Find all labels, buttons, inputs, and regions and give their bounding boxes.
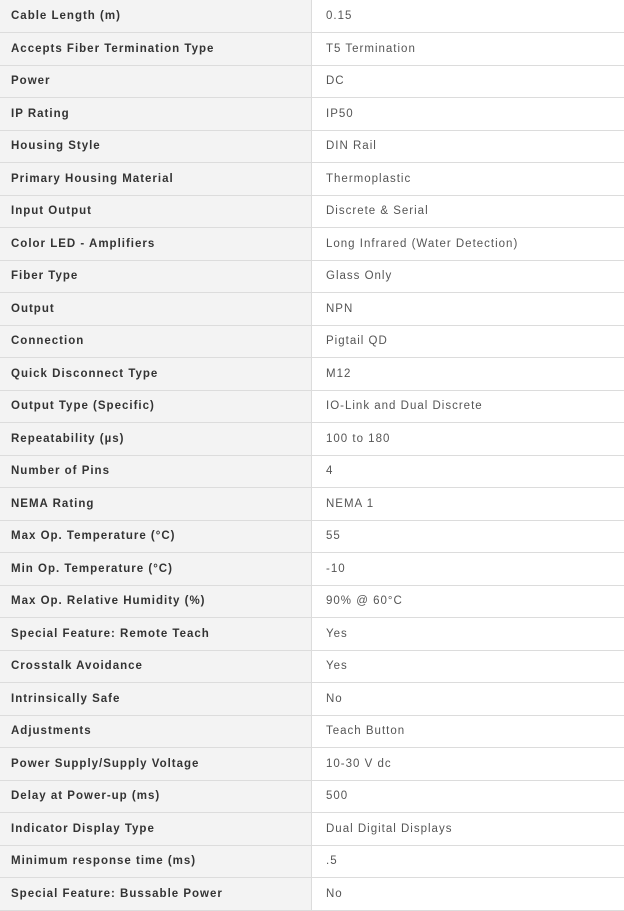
spec-value: DC [312,65,624,98]
spec-row [0,163,624,196]
spec-row [0,325,624,358]
spec-value: .5 [312,845,624,878]
spec-row [0,423,624,456]
spec-label: IP Rating [0,98,312,131]
spec-label: Max Op. Relative Humidity (%) [0,585,312,618]
spec-label: Crosstalk Avoidance [0,650,312,683]
spec-value: 90% @ 60°C [312,585,624,618]
spec-label: Special Feature: Remote Teach [0,618,312,651]
spec-row [0,65,624,98]
spec-label: Max Op. Temperature (°C) [0,520,312,553]
spec-value: 100 to 180 [312,423,624,456]
spec-label: Power [0,65,312,98]
spec-label: Cable Length (m) [0,0,312,33]
spec-row [0,715,624,748]
spec-row [0,618,624,651]
spec-value: 4 [312,455,624,488]
spec-row [0,813,624,846]
spec-value: -10 [312,553,624,586]
spec-value: NEMA 1 [312,488,624,521]
spec-label: Connection [0,325,312,358]
spec-value: T5 Termination [312,33,624,66]
spec-value: Pigtail QD [312,325,624,358]
spec-row [0,553,624,586]
spec-label: NEMA Rating [0,488,312,521]
spec-value: Yes [312,618,624,651]
spec-label: Adjustments [0,715,312,748]
spec-row [0,260,624,293]
spec-value: Dual Digital Displays [312,813,624,846]
spec-row [0,33,624,66]
spec-value: M12 [312,358,624,391]
spec-value: 500 [312,780,624,813]
spec-label: Special Feature: Bussable Power [0,878,312,911]
spec-label: Power Supply/Supply Voltage [0,748,312,781]
spec-row [0,585,624,618]
spec-label: Housing Style [0,130,312,163]
spec-value: 55 [312,520,624,553]
spec-row [0,293,624,326]
spec-value: Discrete & Serial [312,195,624,228]
spec-label: Color LED - Amplifiers [0,228,312,261]
spec-row [0,455,624,488]
spec-label: Fiber Type [0,260,312,293]
spec-row [0,358,624,391]
spec-label: Output Type (Specific) [0,390,312,423]
spec-value: IP50 [312,98,624,131]
spec-row [0,0,624,33]
spec-value: 0.15 [312,0,624,33]
spec-row [0,488,624,521]
spec-label: Primary Housing Material [0,163,312,196]
spec-label: Indicator Display Type [0,813,312,846]
spec-row [0,878,624,911]
spec-label: Minimum response time (ms) [0,845,312,878]
spec-row [0,683,624,716]
spec-value: Long Infrared (Water Detection) [312,228,624,261]
spec-row [0,650,624,683]
spec-value: NPN [312,293,624,326]
spec-row [0,845,624,878]
spec-value: DIN Rail [312,130,624,163]
spec-label: Intrinsically Safe [0,683,312,716]
spec-value: Teach Button [312,715,624,748]
spec-row [0,390,624,423]
spec-value: Glass Only [312,260,624,293]
spec-value: IO-Link and Dual Discrete [312,390,624,423]
spec-row [0,195,624,228]
spec-value: No [312,878,624,911]
spec-value: 10-30 V dc [312,748,624,781]
spec-label: Repeatability (µs) [0,423,312,456]
spec-value: No [312,683,624,716]
spec-value: Yes [312,650,624,683]
spec-label: Quick Disconnect Type [0,358,312,391]
spec-row [0,130,624,163]
spec-label: Accepts Fiber Termination Type [0,33,312,66]
spec-row [0,228,624,261]
spec-label: Number of Pins [0,455,312,488]
spec-row [0,780,624,813]
spec-label: Delay at Power-up (ms) [0,780,312,813]
spec-row [0,520,624,553]
spec-label: Input Output [0,195,312,228]
spec-label: Output [0,293,312,326]
spec-row [0,748,624,781]
spec-value: Thermoplastic [312,163,624,196]
spec-row [0,98,624,131]
spec-label: Min Op. Temperature (°C) [0,553,312,586]
